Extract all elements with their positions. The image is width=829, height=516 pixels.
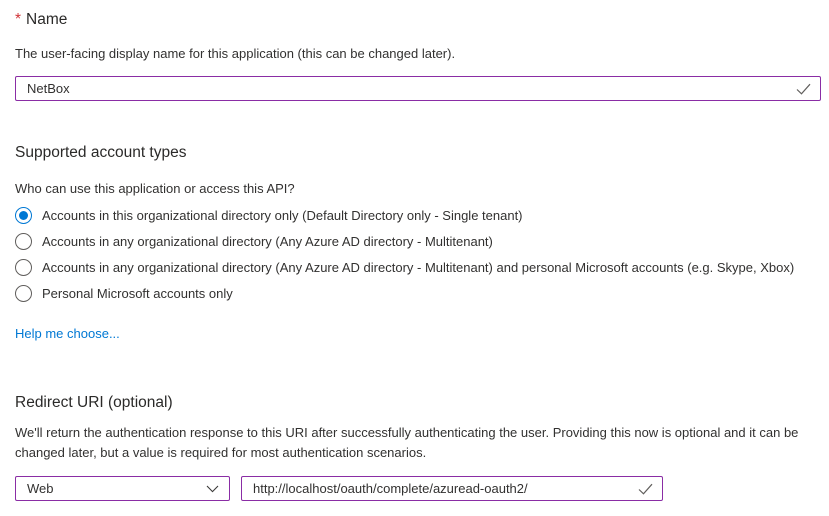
redirect-uri-heading: Redirect URI (optional) [15, 394, 173, 411]
platform-select[interactable] [15, 476, 230, 501]
name-input-wrapper [15, 76, 821, 101]
chevron-down-icon [206, 485, 219, 493]
redirect-uri-row [15, 476, 820, 501]
name-label: Name [26, 11, 68, 28]
name-section-heading [15, 10, 820, 30]
redirect-uri-input-wrapper [241, 476, 663, 501]
name-input[interactable] [16, 77, 820, 100]
radio-option-label: Accounts in any organizational directory (Any Azure AD directory - Multitenant) and personal Microsoft accounts (e.g. Skype, Xbox) [42, 259, 795, 275]
radio-button-icon[interactable] [15, 207, 32, 224]
radio-option-label: Personal Microsoft accounts only [42, 285, 233, 301]
radio-option-multitenant-personal[interactable] [15, 254, 820, 280]
account-type-radio-group [15, 202, 820, 306]
radio-button-icon[interactable] [15, 259, 32, 276]
redirect-uri-section [15, 393, 820, 501]
name-description: The user-facing display name for this application (this can be changed later). [15, 46, 456, 61]
radio-option-multitenant[interactable] [15, 228, 820, 254]
redirect-uri-description: We'll return the authentication response to this URI after successfully authenticating the user. Providing this now is optional and it can be changed later, but a value is required for most authentication scenarios. [15, 425, 799, 460]
radio-option-label: Accounts in any organizational directory (Any Azure AD directory - Multitenant) [42, 233, 493, 249]
radio-button-icon[interactable] [15, 285, 32, 302]
required-asterisk: * [15, 11, 22, 28]
account-types-heading: Supported account types [15, 144, 187, 161]
name-section [15, 10, 820, 101]
radio-option-label: Accounts in this organizational directory only (Default Directory only - Single tenant) [42, 207, 523, 223]
redirect-uri-input[interactable] [242, 477, 662, 500]
radio-option-single-tenant[interactable] [15, 202, 820, 228]
radio-button-icon[interactable] [15, 233, 32, 250]
platform-select-value: Web [27, 481, 54, 496]
account-types-question: Who can use this application or access this API? [15, 181, 295, 196]
help-me-choose-link[interactable]: Help me choose... [15, 326, 120, 341]
account-types-section [15, 143, 820, 343]
radio-option-personal-only[interactable] [15, 280, 820, 306]
